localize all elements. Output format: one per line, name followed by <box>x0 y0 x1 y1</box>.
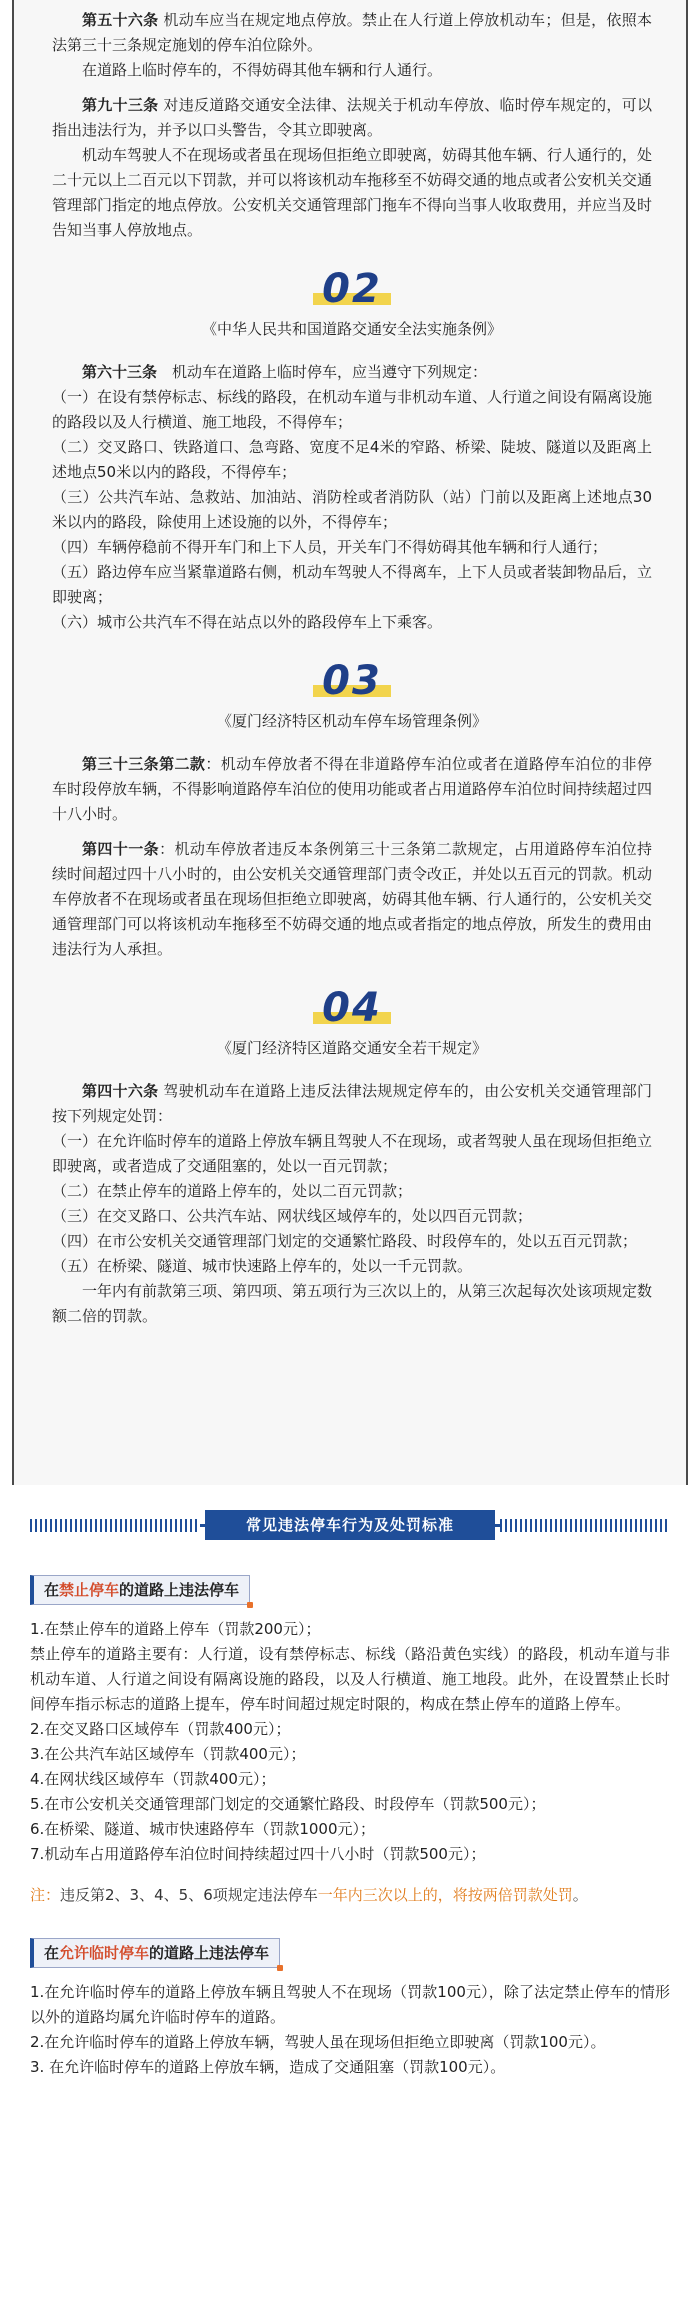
clause-item: （四）在市公安机关交通管理部门划定的交通繁忙路段、时段停车的，处以五百元罚款； <box>52 1232 638 1250</box>
note-text: 违反第2、3、4、5、6项规定违法停车 <box>60 1886 318 1904</box>
tag-highlight: 禁止停车 <box>59 1581 120 1599</box>
banner-stripe-left <box>30 1519 200 1532</box>
law-title-03: 《厦门经济特区机动车停车场管理条例》 <box>216 712 487 730</box>
note-highlight: 一年内三次以上的，将按两倍罚款处罚 <box>317 1886 573 1904</box>
section-number-text: 02 <box>322 266 382 312</box>
section-number-04 <box>52 985 652 1032</box>
banner-title: 常见违法停车行为及处罚标准 <box>205 1510 495 1540</box>
article-63-label: 第六十三条 <box>82 363 158 381</box>
list-item: 1.在禁止停车的道路上停车（罚款200元）； <box>30 1620 321 1638</box>
article-33-label: 第三十三条第二款 <box>82 755 206 773</box>
section-number-text: 03 <box>322 658 382 704</box>
note-prefix: 注： <box>30 1886 61 1904</box>
list-item: 3. 在允许临时停车的道路上停放车辆，造成了交通阻塞（罚款100元）。 <box>30 2058 506 2076</box>
article-41-label: 第四十一条 <box>82 840 160 858</box>
law-excerpt-panel <box>12 0 688 1485</box>
temporary-parking-list <box>30 1980 670 2080</box>
law-title-02: 《中华人民共和国道路交通安全法实施条例》 <box>201 320 502 338</box>
section-banner <box>30 1510 670 1540</box>
article-41-text: ：机动车停放者违反本条例第三十三条第二款规定，占用道路停车泊位持续时间超过四十八小时的，由公安机关交通管理部门责令改正，并处以五百元的罚款。机动车停放者不在现场或者虽在现场但拒绝立即驶离，妨碍其他车辆、行人通行的，公安机关交通管理部门可以将该机动车拖移至不妨碍交通的地点或者指定的地点停放，所发生的费用由违法行为人承担。 <box>52 840 653 958</box>
note-end: 。 <box>572 1886 588 1904</box>
tag-text: 的道路上违法停车 <box>119 1581 240 1599</box>
list-item: 禁止停车的道路主要有：人行道，设有禁停标志、标线（路沿黄色实线）的路段，机动车道与非机动车道、人行道之间设有隔离设施的路段，以及人行横道、施工地段。此外，在设置禁止长时间停车指示标志的道路上提车，停车时间超过规定时限的，构成在禁止停车的道路上停车。 <box>30 1645 670 1713</box>
no-parking-list <box>30 1617 670 1867</box>
article-41 <box>52 837 652 962</box>
section-number-03 <box>52 658 652 705</box>
list-item: 4.在网状线区域停车（罚款400元）； <box>30 1770 276 1788</box>
tag-highlight: 允许临时停车 <box>59 1944 150 1962</box>
banner-stripe-right <box>500 1519 670 1532</box>
clause-item: （二）在禁止停车的道路上停车的，处以二百元罚款； <box>52 1182 413 1200</box>
penalty-note <box>30 1883 670 1908</box>
article-46-label: 第四十六条 <box>82 1082 159 1100</box>
section-number-02 <box>52 266 652 313</box>
list-item: 2.在允许临时停车的道路上停放车辆，驾驶人虽在现场但拒绝立即驶离（罚款100元）。 <box>30 2033 606 2051</box>
clause-item: （六）城市公共汽车不得在站点以外的路段停车上下乘客。 <box>52 613 443 631</box>
article-93-para2: 机动车驾驶人不在现场或者虽在现场但拒绝立即驶离，妨碍其他车辆、行人通行的，处二十元以上二百元以下罚款，并可以将该机动车拖移至不妨碍交通的地点或者公安机关交通管理部门指定的地点停放。公安机关交通管理部门拖车不得向当事人收取费用，并应当及时告知当事人停放地点。 <box>52 146 653 239</box>
article-93-text: 对违反道路交通安全法律、法规关于机动车停放、临时停车规定的，可以指出违法行为，并予以口头警告，令其立即驶离。 <box>52 96 652 139</box>
article-63-text: 机动车在道路上临时停车，应当遵守下列规定： <box>157 363 488 381</box>
heading-tag-temporary-parking <box>30 1938 280 1968</box>
list-item: 5.在市公安机关交通管理部门划定的交通繁忙路段、时段停车（罚款500元）； <box>30 1795 546 1813</box>
clause-item: （五）路边停车应当紧靠道路右侧，机动车驾驶人不得离车，上下人员或者装卸物品后，立即驶离； <box>52 563 653 606</box>
article-56-label: 第五十六条 <box>82 11 159 29</box>
penalty-section <box>30 1575 670 2080</box>
article-63 <box>52 360 652 385</box>
list-item: 2.在交叉路口区域停车（罚款400元）； <box>30 1720 291 1738</box>
clause-item: （三）在交叉路口、公共汽车站、网状线区域停车的，处以四百元罚款； <box>52 1207 533 1225</box>
clause-item: （二）交叉路口、铁路道口、急弯路、宽度不足4米的窄路、桥梁、陡坡、隧道以及距离上述地点50米以内的路段，不得停车； <box>52 438 652 481</box>
article-93-label: 第九十三条 <box>82 96 159 114</box>
article-56 <box>52 8 652 58</box>
list-item: 6.在桥梁、隧道、城市快速路停车（罚款1000元）； <box>30 1820 375 1838</box>
clause-item: （四）车辆停稳前不得开车门和上下人员，开关车门不得妨碍其他车辆和行人通行； <box>52 538 608 556</box>
clause-item: （一）在设有禁停标志、标线的路段，在机动车道与非机动车道、人行道之间设有隔离设施的路段以及人行横道、施工地段，不得停车； <box>52 388 653 431</box>
article-46-text: 驾驶机动车在道路上违反法律法规规定停车的，由公安机关交通管理部门按下列规定处罚： <box>52 1082 652 1125</box>
tag-corner-mark <box>247 1602 253 1608</box>
tag-text: 在 <box>44 1944 60 1962</box>
article-93 <box>52 93 652 143</box>
tag-text: 在 <box>44 1581 60 1599</box>
section-number-text: 04 <box>322 985 382 1031</box>
clause-item: （一）在允许临时停车的道路上停放车辆且驾驶人不在现场，或者驾驶人虽在现场但拒绝立即驶离，或者造成了交通阻塞的，处以一百元罚款； <box>52 1132 653 1175</box>
tag-corner-mark <box>277 1965 283 1971</box>
clause-item: （三）公共汽车站、急救站、加油站、消防栓或者消防队（站）门前以及距离上述地点30米以内的路段，除使用上述设施的以外，不得停车； <box>52 488 652 531</box>
law-title-04: 《厦门经济特区道路交通安全若干规定》 <box>216 1039 487 1057</box>
list-item: 3.在公共汽车站区域停车（罚款400元）； <box>30 1745 306 1763</box>
heading-tag-no-parking <box>30 1575 250 1605</box>
tag-text: 的道路上违法停车 <box>149 1944 270 1962</box>
article-46 <box>52 1079 652 1129</box>
list-item: 7.机动车占用道路停车泊位时间持续超过四十八小时（罚款500元）； <box>30 1845 486 1863</box>
article-33 <box>52 752 652 827</box>
list-item: 1.在允许临时停车的道路上停放车辆且驾驶人不在现场（罚款100元），除了法定禁止停车的情形以外的道路均属允许临时停车的道路。 <box>30 1983 670 2026</box>
article-56-para2: 在道路上临时停车的，不得妨碍其他车辆和行人通行。 <box>82 61 443 79</box>
article-33-text: ：机动车停放者不得在非道路停车泊位或者在道路停车泊位的非停车时段停放车辆，不得影响道路停车泊位的使用功能或者占用道路停车泊位时间持续超过四十八小时。 <box>52 755 653 823</box>
article-56-text: 机动车应当在规定地点停放。禁止在人行道上停放机动车；但是，依照本法第三十三条规定施划的停车泊位除外。 <box>52 11 652 54</box>
clause-item: （五）在桥梁、隧道、城市快速路上停车的，处以一千元罚款。 <box>52 1257 473 1275</box>
article-46-tail: 一年内有前款第三项、第四项、第五项行为三次以上的，从第三次起每次处该项规定数额二倍的罚款。 <box>52 1282 653 1325</box>
